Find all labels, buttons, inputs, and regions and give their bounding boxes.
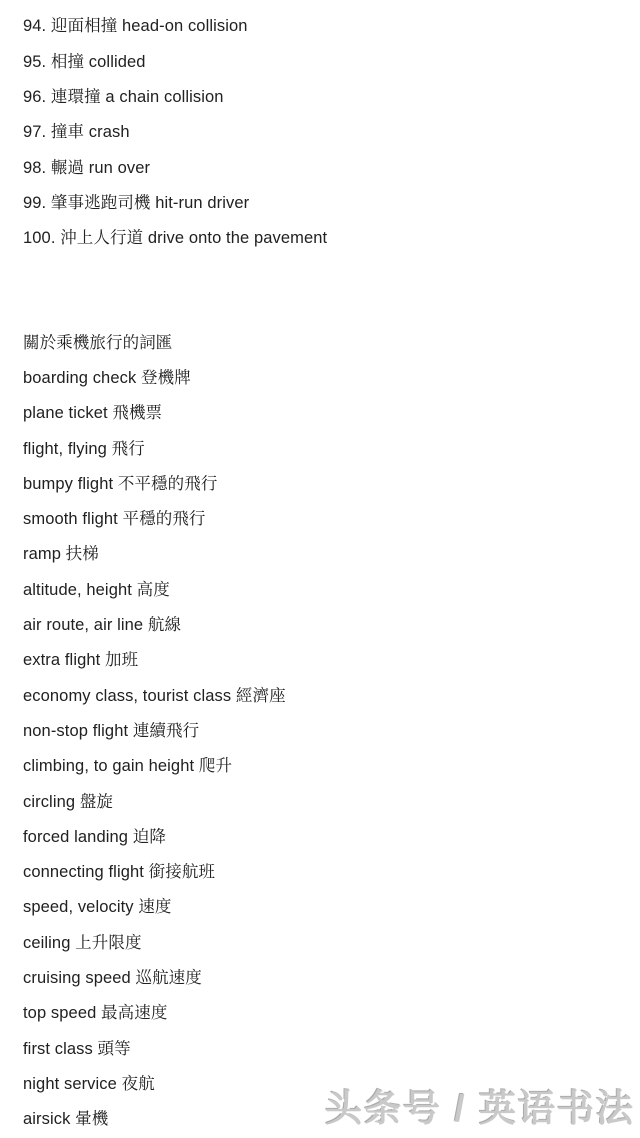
vocab-line: circling 盤旋 [23,792,114,811]
traffic-collision-list [23,9,327,256]
vocab-line: altitude, height 高度 [23,580,170,599]
vocab-line: bumpy flight 不平穩的飛行 [23,474,218,493]
vocab-line: boarding check 登機牌 [23,368,191,387]
air-travel-list [23,326,286,1138]
vocab-line: 99. 肇事逃跑司機 hit-run driver [23,193,250,212]
vocab-line: 96. 連環撞 a chain collision [23,87,224,106]
vocab-line: 100. 沖上人行道 drive onto the pavement [23,229,328,248]
vocab-line: 98. 輾過 run over [23,158,151,177]
vocab-line: forced landing 迫降 [23,827,166,846]
vocab-line: ceiling 上升限度 [23,933,142,952]
vocab-line: smooth flight 平穩的飛行 [23,510,206,529]
vocab-line: top speed 最高速度 [23,1004,168,1023]
vocab-line: climbing, to gain height 爬升 [23,757,233,776]
vocab-line: extra flight 加班 [23,651,139,670]
vocab-line: 94. 迎面相撞 head-on collision [23,17,248,36]
vocab-line: non-stop flight 連續飛行 [23,721,200,740]
vocab-line: plane ticket 飛機票 [23,404,163,423]
vocab-line: 97. 撞車 crash [23,123,130,142]
vocab-line: airsick 暈機 [23,1110,109,1129]
vocab-line: air route, air line 航線 [23,616,182,635]
vocab-line: connecting flight 銜接航班 [23,863,216,882]
vocab-line: economy class, tourist class 經濟座 [23,686,286,705]
vocab-line: 95. 相撞 collided [23,52,146,71]
vocab-line: ramp 扶梯 [23,545,99,564]
vocab-line: cruising speed 巡航速度 [23,969,202,988]
vocab-line: flight, flying 飛行 [23,439,145,458]
section-header: 關於乘機旅行的詞匯 [23,333,173,352]
vocab-line: night service 夜航 [23,1074,155,1093]
vocab-line: speed, velocity 速度 [23,898,172,917]
watermark: 头条号 / 英语书法 [325,1088,635,1129]
vocab-line: first class 頭等 [23,1039,131,1058]
